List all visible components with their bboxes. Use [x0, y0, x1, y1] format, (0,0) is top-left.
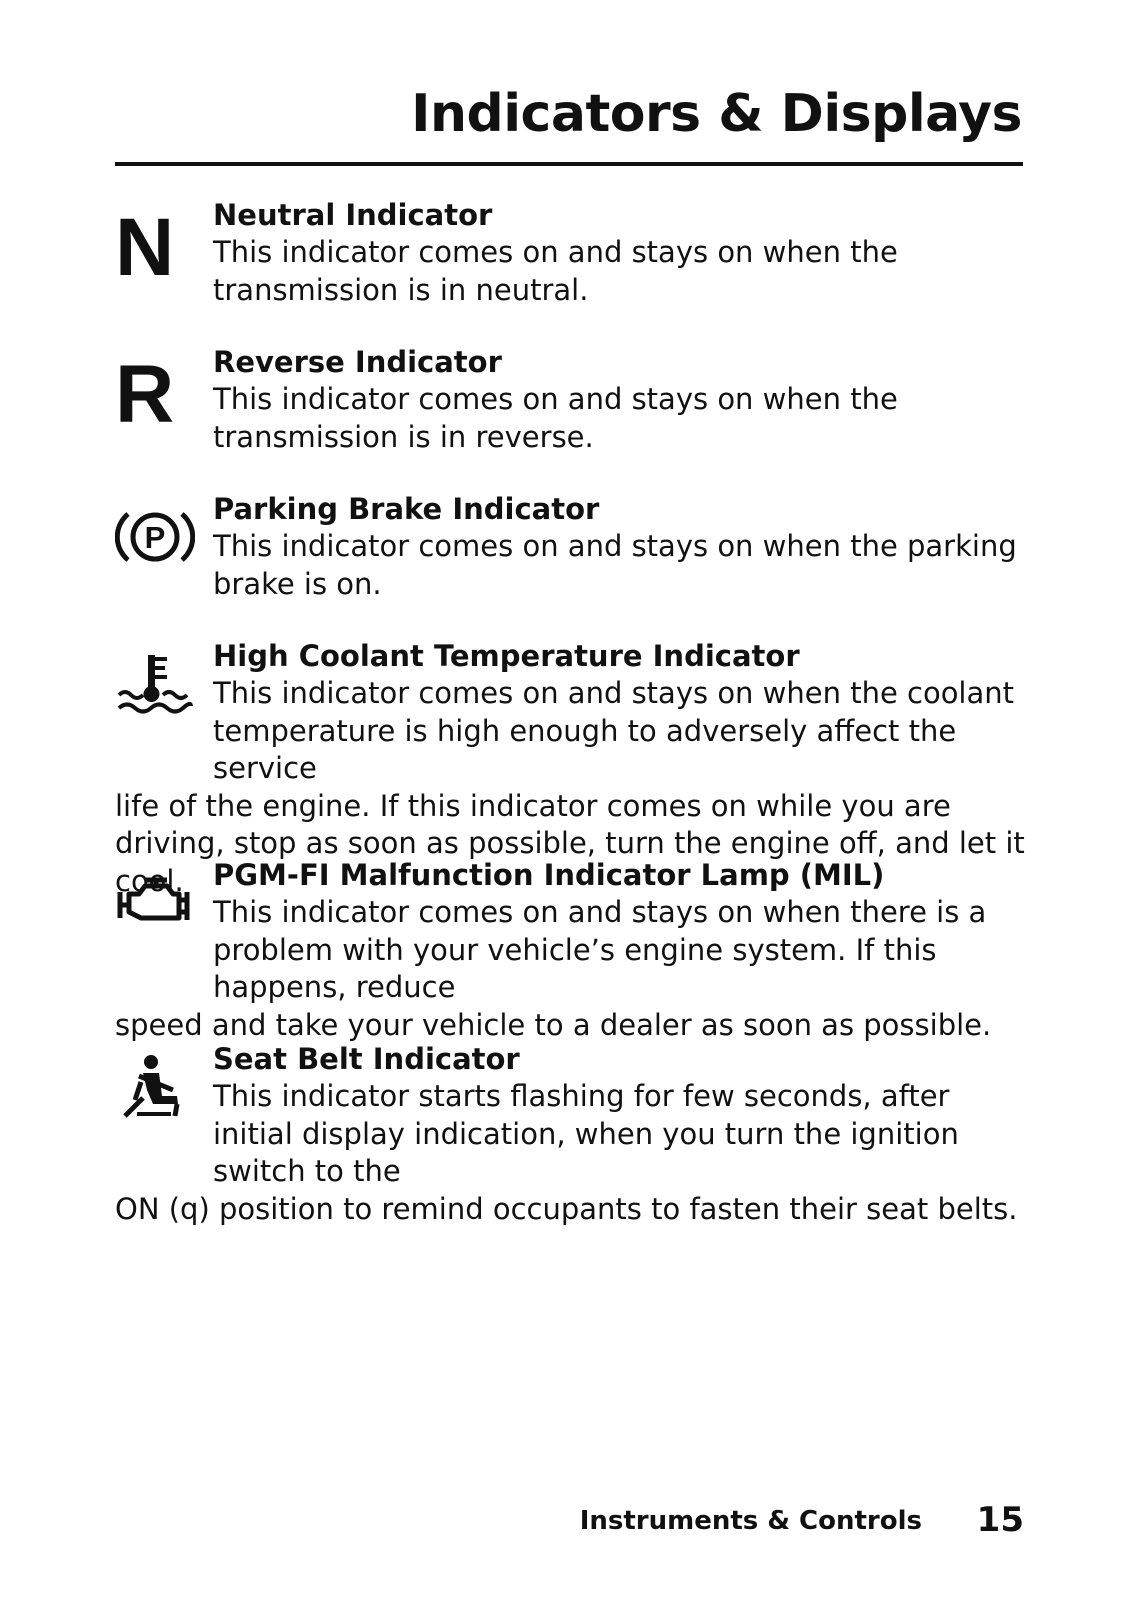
indicator-entry-parking-brake — [115, 490, 1025, 603]
indicator-heading: PGM-FI Malfunction Indicator Lamp (MIL) — [213, 858, 885, 892]
svg-text:P: P — [144, 520, 166, 555]
indicator-description-indented: This indicator comes on and stays on when the transmission is in neutral. — [213, 235, 898, 307]
indicator-description-indented: This indicator comes on and stays on when the coolant temperature is high enough to adversely affect the service — [213, 676, 1015, 785]
indicator-heading: High Coolant Temperature Indicator — [213, 639, 800, 673]
indicator-description-wrapped: life of the engine. If this indicator comes on while you are driving, stop as soon as possible, turn the engine off, and let it cool. — [115, 788, 1025, 898]
title-divider — [115, 162, 1023, 166]
indicator-heading: Reverse Indicator — [213, 345, 502, 379]
indicator-description-indented: This indicator comes on and stays on when there is a problem with your vehicle’s engine system. If this happens, reduce — [213, 895, 987, 1004]
parking-brake-icon — [115, 502, 195, 582]
indicator-description — [115, 381, 1025, 456]
engine-malfunction-icon — [115, 868, 195, 948]
page-number: 15 — [976, 1500, 1024, 1540]
indicator-entry-seat-belt — [115, 1040, 1025, 1228]
page-title: Indicators & Displays — [411, 84, 1022, 144]
reverse-letter-icon: R — [115, 349, 175, 440]
indicator-description-indented: This indicator starts flashing for few seconds, after initial display indication, when you turn the ignition switch to the — [213, 1079, 959, 1188]
footer-section-title: Instruments & Controls — [579, 1506, 922, 1536]
indicator-description-indented: This indicator comes on and stays on when the transmission is in reverse. — [213, 382, 898, 454]
indicator-description — [115, 894, 1025, 1044]
indicator-description-wrapped: ON (q) position to remind occupants to fasten their seat belts. — [115, 1191, 1018, 1226]
neutral-letter-icon: N — [115, 202, 175, 293]
indicator-entry-reverse — [115, 343, 1025, 456]
indicator-entry-neutral — [115, 196, 1025, 309]
indicator-description — [115, 234, 1025, 309]
indicator-description-wrapped: speed and take your vehicle to a dealer as soon as possible. — [115, 1007, 992, 1042]
indicator-description — [115, 528, 1025, 603]
indicator-heading: Neutral Indicator — [213, 198, 493, 232]
indicator-heading: Parking Brake Indicator — [213, 492, 600, 526]
coolant-temperature-icon — [115, 649, 195, 729]
indicator-description-indented: This indicator comes on and stays on when the parking brake is on. — [213, 529, 1017, 601]
indicator-heading: Seat Belt Indicator — [213, 1042, 520, 1076]
indicator-description — [115, 1078, 1025, 1228]
indicator-entry-engine-malfunction — [115, 856, 1025, 1044]
seat-belt-icon — [115, 1052, 195, 1132]
